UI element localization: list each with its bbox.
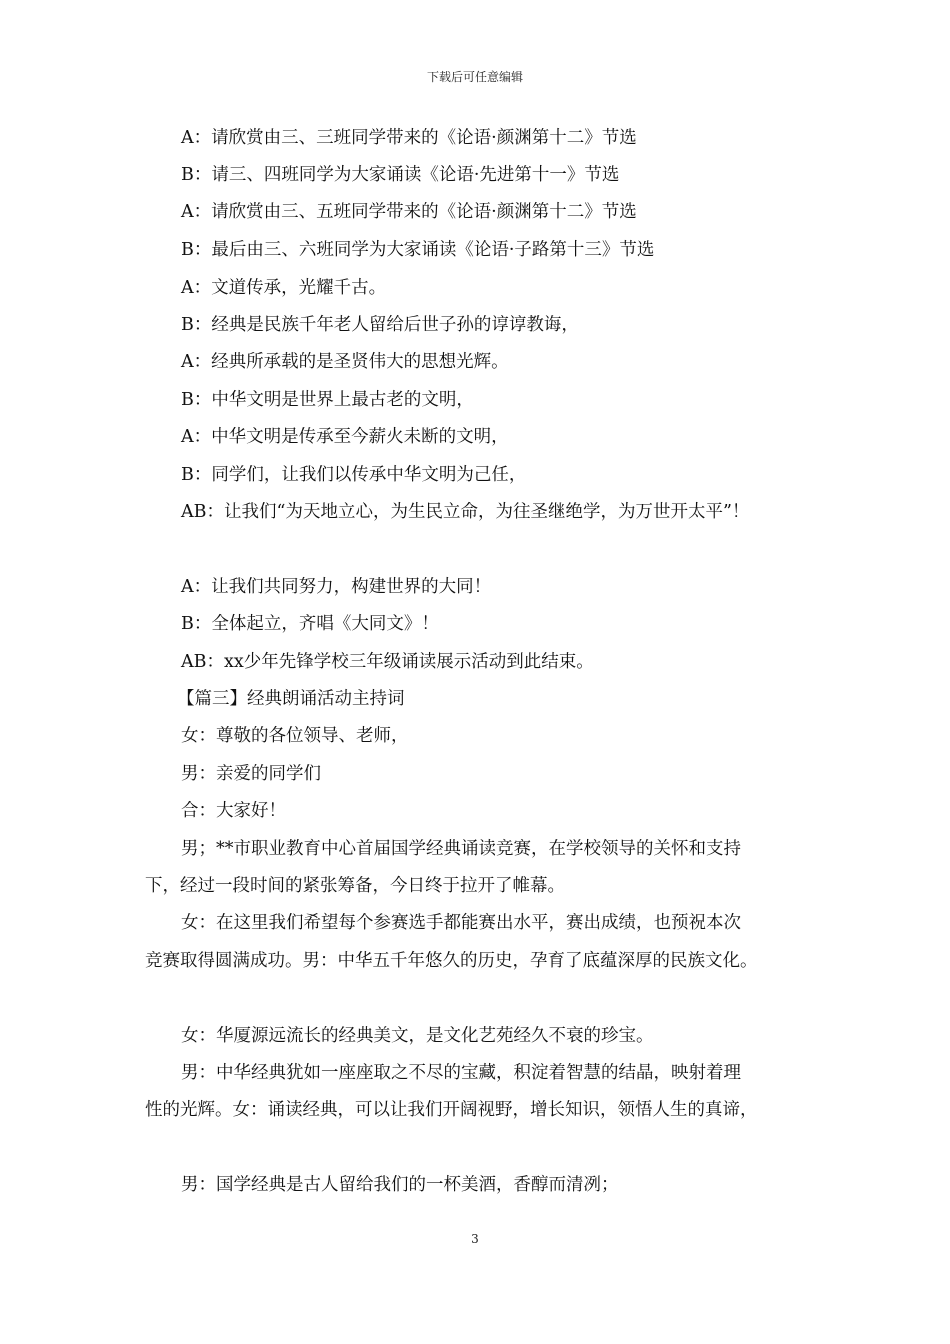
text-line: B：最后由三、六班同学为大家诵读《论语·子路第十三》节选 bbox=[181, 240, 655, 260]
text-line: B：同学们，让我们以传承中华文明为己任， bbox=[181, 465, 527, 485]
text-line: 男：亲爱的同学们 bbox=[181, 764, 321, 784]
text-line: B：经典是民族千年老人留给后世子孙的谆谆教诲， bbox=[181, 315, 579, 335]
text-line: 竞赛取得圆满成功。男：中华五千年悠久的历史，孕育了底蕴深厚的民族文化。 bbox=[145, 951, 758, 971]
text-line: A：请欣赏由三、三班同学带来的《论语·颜渊第十二》节选 bbox=[181, 128, 637, 148]
text-line: 女：尊敬的各位领导、老师， bbox=[181, 726, 409, 746]
text-line: A：让我们共同努力，构建世界的大同！ bbox=[181, 577, 492, 597]
text-line: AB：xx少年先锋学校三年级诵读展示活动到此结束。 bbox=[181, 652, 594, 672]
text-line: 女：在这里我们希望每个参赛选手都能赛出水平，赛出成绩，也预祝本次 bbox=[181, 913, 741, 933]
section-heading: 【篇三】经典朗诵活动主持词 bbox=[177, 689, 405, 709]
text-line: 男；**市职业教育中心首届国学经典诵读竞赛，在学校领导的关怀和支持 bbox=[181, 839, 741, 859]
text-line: 合：大家好！ bbox=[181, 801, 286, 821]
text-line: B：中华文明是世界上最古老的文明， bbox=[181, 390, 474, 410]
text-line: AB：让我们“为天地立心，为生民立命，为往圣继绝学，为万世开太平”！ bbox=[181, 502, 750, 522]
page-header: 下载后可任意编辑 bbox=[426, 70, 523, 84]
text-line: 男：中华经典犹如一座座取之不尽的宝藏，积淀着智慧的结晶，映射着理 bbox=[181, 1063, 741, 1083]
page-number: 3 bbox=[471, 1232, 479, 1246]
text-line: A：请欣赏由三、五班同学带来的《论语·颜渊第十二》节选 bbox=[181, 202, 637, 222]
text-line: 性的光辉。女：诵读经典，可以让我们开阔视野，增长知识，领悟人生的真谛， bbox=[145, 1100, 758, 1120]
text-line: A：文道传承，光耀千古。 bbox=[181, 278, 387, 298]
text-line: A：中华文明是传承至今薪火未断的文明， bbox=[181, 427, 509, 447]
text-line: 女：华厦源远流长的经典美文，是文化艺苑经久不衰的珍宝。 bbox=[181, 1026, 654, 1046]
text-line: B：全体起立，齐唱《大同文》！ bbox=[181, 614, 439, 634]
text-line: 男：国学经典是古人留给我们的一杯美酒，香醇而清冽； bbox=[181, 1175, 619, 1195]
text-line: 下，经过一段时间的紧张筹备，今日终于拉开了帷幕。 bbox=[145, 876, 565, 896]
text-line: A：经典所承载的是圣贤伟大的思想光辉。 bbox=[181, 352, 509, 372]
text-line: B：请三、四班同学为大家诵读《论语·先进第十一》节选 bbox=[181, 165, 620, 185]
